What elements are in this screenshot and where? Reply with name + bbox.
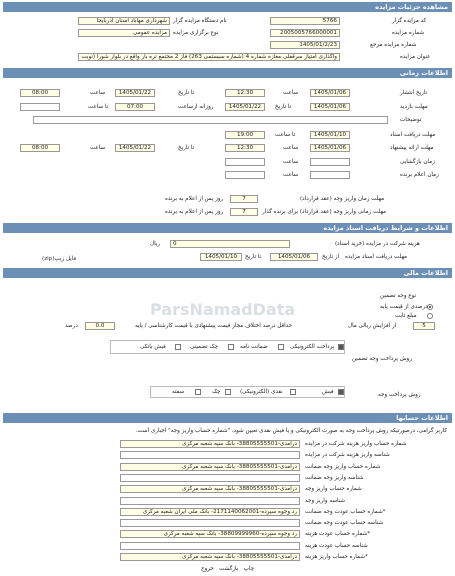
publish-date[interactable]: 1405/01/06 xyxy=(310,89,350,97)
method-guarantee: ضمانت نامه xyxy=(240,344,268,350)
fixed-radio[interactable] xyxy=(427,313,433,319)
visit-date[interactable]: 1405/01/06 xyxy=(310,103,350,111)
price-check: چک xyxy=(212,389,221,395)
doc-time-label: تا ساعت xyxy=(275,132,296,138)
price-cash: نقدی (الکترونیکی) xyxy=(240,389,283,395)
winner-pay-days[interactable]: 7 xyxy=(230,208,258,216)
checkbox-receipt[interactable] xyxy=(338,389,344,395)
checkbox-cheque[interactable] xyxy=(228,344,234,350)
section-header-details: مشاهده جزئیات مزایده xyxy=(3,2,452,12)
pay-deadline-label: مهلت زمان واریز وجه (عقد قرارداد) xyxy=(300,196,385,202)
publish-to-date[interactable]: 1405/01/22 xyxy=(115,89,155,97)
checkbox-cash[interactable] xyxy=(290,389,296,395)
offer-to-time[interactable]: 08:00 xyxy=(20,144,60,152)
account-label: *شماره حساب واریز هزینه xyxy=(305,554,368,560)
account-label: شماره حساب واریز هزینه شرکت در مزایده xyxy=(305,441,407,447)
code-field[interactable]: 5766 xyxy=(270,17,340,25)
title-label: عنوان مزایده xyxy=(400,54,431,60)
doc-receive-label: مهلت دریافت اسناد مزایده xyxy=(345,254,408,260)
account-field[interactable] xyxy=(120,474,300,482)
to-label: تا تاریخ xyxy=(245,254,262,260)
account-field[interactable]: درآمدی-38805555501- بانک سپه شعبه مرکزی xyxy=(120,440,300,448)
number-label: شماره مزایده xyxy=(392,30,425,36)
visit-to-date[interactable]: 1405/01/22 xyxy=(225,103,265,111)
checkbox-electronic[interactable] xyxy=(338,344,344,350)
account-label: شماره حساب واریز وجه ضمانت xyxy=(305,463,381,470)
number-field[interactable]: 2005005766000001 xyxy=(270,29,340,37)
fee-label: هزینه شرکت در مزایده (خرید اسناد) xyxy=(335,241,420,247)
winner-date[interactable] xyxy=(310,171,350,179)
desc-field[interactable] xyxy=(33,116,388,124)
account-field[interactable]: رد وجوه سپرده-2171140062001- بانک ملی ایران شعبه مرکزی xyxy=(120,508,300,516)
doc-date[interactable]: 1405/01/10 xyxy=(310,131,350,139)
account-label: شناسه حساب عودت هزینه xyxy=(305,542,368,549)
publish-to-time[interactable]: 08:00 xyxy=(20,89,60,97)
publish-label: تاریخ انتشار xyxy=(400,90,428,96)
footer-actions xyxy=(0,566,455,572)
offer-to-label: تا تاریخ xyxy=(178,145,195,151)
checkbox-guarantee[interactable] xyxy=(278,344,284,350)
account-field[interactable]: درآمدی-38805555501- بانک سپه شعبه مرکزی xyxy=(120,485,300,493)
section-header-accounts: اطلاعات حسابها xyxy=(3,413,452,423)
account-label: شناسه واریز هزینه شرکت در مزایده xyxy=(305,452,390,459)
offer-date[interactable]: 1405/01/06 xyxy=(310,144,350,152)
open-time-label: ساعت xyxy=(283,159,299,165)
visit-to-time[interactable] xyxy=(20,103,60,111)
offer-time-label: ساعت xyxy=(283,145,299,151)
visit-to-label: تا تاریخ xyxy=(275,104,292,110)
price-promissory: سفته xyxy=(172,389,185,395)
open-date[interactable] xyxy=(310,158,350,166)
doc-deadline-label: مهلت دریافت اسناد xyxy=(390,132,436,138)
increase-value[interactable]: 5 xyxy=(413,322,435,330)
method-bank-receipt: فیش بانکی xyxy=(140,344,166,350)
method-electronic: پرداخت الکترونیکی xyxy=(290,344,335,350)
doc-time[interactable]: 19:00 xyxy=(225,131,265,139)
pay-price-label: روش پرداخت وجه xyxy=(378,392,421,398)
type-field[interactable]: مزایده عمومی xyxy=(78,29,170,37)
checkbox-check[interactable] xyxy=(225,389,231,395)
fixed-label: مبلغ ثابت xyxy=(395,313,417,319)
checkbox-promissory[interactable] xyxy=(195,389,201,395)
device-field[interactable]: شهرداری مهاباد استان آذربایجا xyxy=(78,17,170,25)
winner-pay-unit: روز پس از اعلام به برنده xyxy=(165,209,224,215)
fee-field[interactable]: 0 xyxy=(170,240,290,248)
type-label: نوع برگزاری مزایده xyxy=(173,30,219,36)
to-date-label: تا تاریخ xyxy=(178,90,195,96)
visit-from[interactable]: 07:00 xyxy=(115,103,155,111)
account-field[interactable] xyxy=(120,451,300,459)
pay-days[interactable]: 7 xyxy=(230,195,258,203)
account-field[interactable]: رد وجوه سپرده-38809999960- بانک سپه شعبه مرکزی xyxy=(120,530,300,538)
time-label: ساعت xyxy=(283,90,299,96)
visit-to-time-label: تا ساعت xyxy=(88,104,109,110)
title-field[interactable]: واگذاری امتیاز سرقفلی مغازه شماره 4 (شماره سیستمی 263) فاز 2 مجتمع تره بار واقع در بلوار شورا (نوبت xyxy=(78,53,340,61)
section-header-time: اطلاعات زمانی xyxy=(3,68,452,78)
account-field[interactable] xyxy=(120,497,300,505)
min-value[interactable]: 0.0 xyxy=(85,322,115,330)
account-field[interactable]: درآمدی-38805555501- بانک سپه شعبه مرکزی xyxy=(120,463,300,471)
accounts-note: کاربر گرامی، درصورتیکه روش پرداخت وجه به صورت الکترونیکی و یا فیش نقدی تعیین شود، "شماره حساب واریز وجه" اجباری است. xyxy=(135,428,447,434)
account-label: شناسه حساب عودت وجه ضمانت xyxy=(305,520,384,527)
back-button[interactable]: بازگشت xyxy=(219,566,239,572)
from-date[interactable]: 1405/01/06 xyxy=(270,253,318,261)
section-header-financial: اطلاعات مالی xyxy=(3,268,452,278)
print-button[interactable]: چاپ xyxy=(243,566,255,572)
offer-to-time-label: ساعت xyxy=(90,145,106,151)
account-label: *شماره حساب عودت وجه ضمانت xyxy=(305,508,386,515)
winner-pay-label: مهلت زمانی واریز وجه (عقد قرارداد) برای برنده گذار xyxy=(262,209,387,215)
pay-unit: روز پس از اعلام به برنده xyxy=(165,196,224,202)
watermark: ParsNamadData xyxy=(150,300,296,319)
ref-label: شماره مزایده مرجع xyxy=(370,42,417,48)
account-field[interactable] xyxy=(120,519,300,527)
account-label: *شماره حساب عودت هزینه xyxy=(305,531,371,538)
offer-time[interactable]: 12:30 xyxy=(225,144,265,152)
section-header-conditions: اطلاعات و شرایط دریافت اسناد مزایده xyxy=(3,223,452,233)
winner-time-label: ساعت xyxy=(283,172,299,178)
price-receipt: فیش xyxy=(322,389,334,395)
to-time-label: ساعت xyxy=(90,90,106,96)
account-label: شناسه واریز وجه ضمانت xyxy=(305,474,364,481)
open-label: زمان بازگشایی xyxy=(400,159,435,165)
account-field[interactable] xyxy=(120,542,300,550)
guarantee-label: نوع وجه تضمین xyxy=(380,293,417,299)
ref-field[interactable]: 1405/01/2/23 xyxy=(270,41,340,49)
increase-label: از افزایش ریالی مال xyxy=(348,323,397,329)
account-label: شناسه واریز وجه xyxy=(305,497,346,504)
method-cheque: چک تضمینی xyxy=(190,344,218,350)
from-label: از تاریخ xyxy=(322,254,340,260)
code-label: کد مزایده گزار xyxy=(392,18,427,24)
to-date[interactable]: 1405/01/10 xyxy=(200,253,242,261)
publish-time[interactable]: 12:30 xyxy=(225,89,265,97)
offer-label: مهلت ارائه پیشنهاد xyxy=(390,145,434,151)
desc-label: توضیحات xyxy=(400,117,422,123)
open-time[interactable] xyxy=(225,158,265,166)
device-label: نام دستگاه مزایده گزار xyxy=(173,18,227,24)
account-field[interactable]: درآمدی-38805555501- بانک سپه شعبه مرکزی xyxy=(120,553,300,561)
visit-label: مهلت بازدید xyxy=(400,104,428,110)
pay-methods-label: روش پرداخت وجه تضمین xyxy=(352,356,412,362)
account-label: شماره حساب واریز وجه xyxy=(305,486,362,493)
offer-to-date[interactable]: 1405/01/22 xyxy=(115,144,155,152)
currency-label: ریال xyxy=(150,241,161,247)
daily-label: روزانه ازساعت xyxy=(178,104,214,110)
exit-button[interactable]: خروج xyxy=(200,566,214,572)
zip-file-link[interactable]: فایل زیپ(zip) xyxy=(42,256,77,262)
winner-time[interactable] xyxy=(225,171,265,179)
min-label: حداقل درصد اختلاف مجاز قیمت پیشنهادی با قیمت کارشناسی / پایه xyxy=(135,323,293,329)
percent-label: درصدی از قیمت پایه xyxy=(380,304,428,310)
winner-label: زمان اعلام برنده xyxy=(400,172,439,178)
min-unit: درصد xyxy=(65,323,78,329)
checkbox-bank-receipt[interactable] xyxy=(175,344,181,350)
